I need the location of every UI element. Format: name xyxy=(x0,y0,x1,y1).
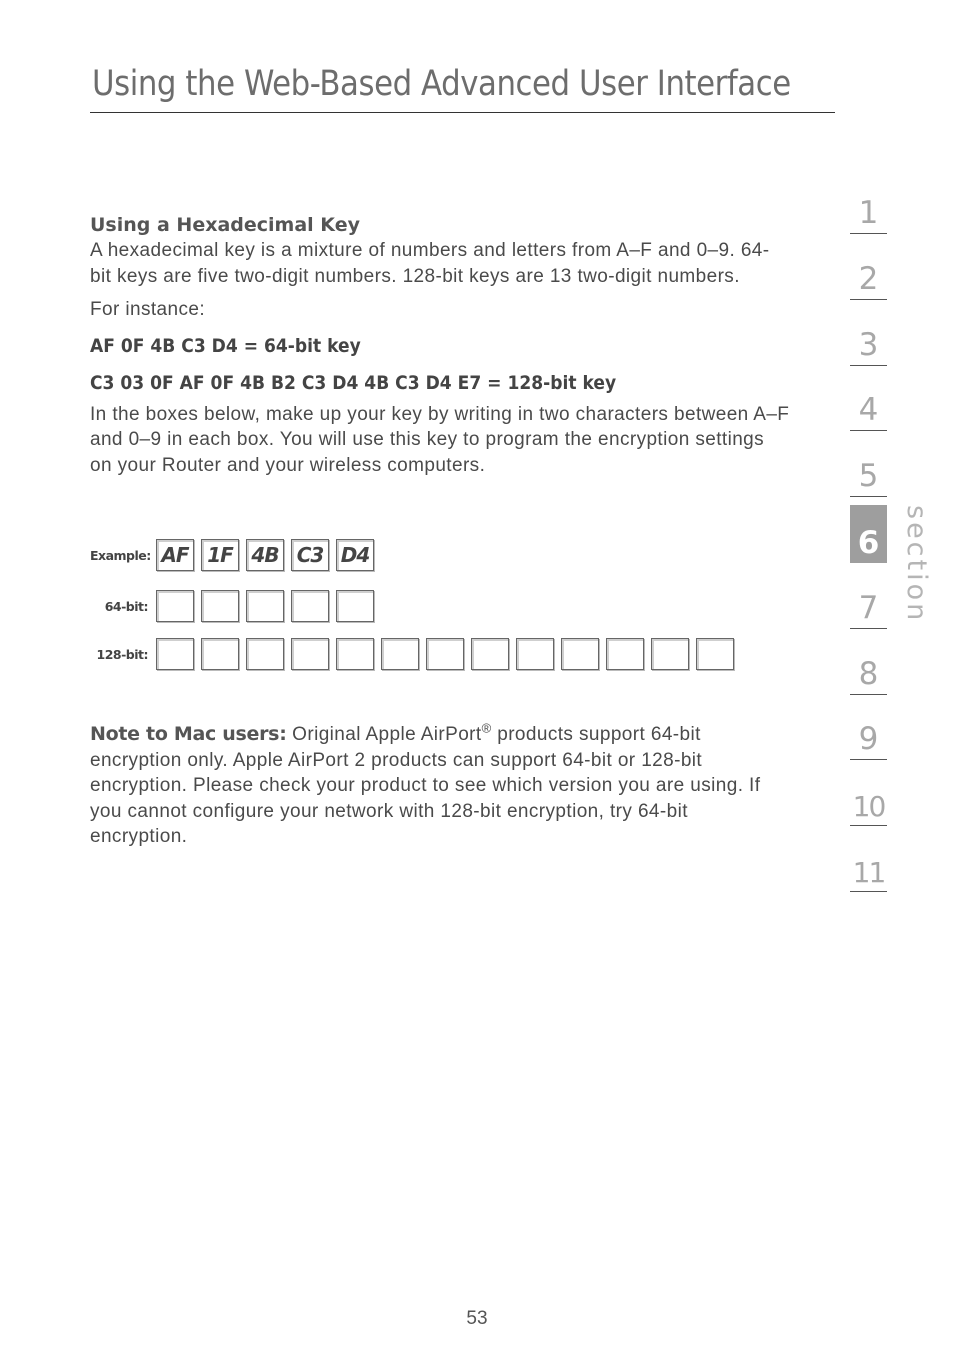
bit128-boxes xyxy=(156,638,734,670)
bit128-key-box xyxy=(336,638,374,670)
example-key-box: 4B xyxy=(246,539,284,571)
bit128-key-box xyxy=(381,638,419,670)
page-number: 53 xyxy=(466,1308,488,1329)
section-label: section xyxy=(901,505,932,624)
bit128-key-box xyxy=(651,638,689,670)
title-divider xyxy=(90,112,835,113)
section-nav-item-6[interactable]: 6 xyxy=(850,505,887,563)
intro-paragraph: A hexadecimal key is a mixture of numbers and letters from A–F and 0–9. 64-bit keys are five two-digit numbers. 128-bit keys are 13 two-digit numbers. xyxy=(90,240,770,287)
bit128-key-box xyxy=(246,638,284,670)
bit64-label: 64-bit: xyxy=(104,598,148,614)
bit128-key-box xyxy=(426,638,464,670)
bit64-row xyxy=(90,590,374,622)
registered-mark: ® xyxy=(481,720,492,736)
instructions-paragraph: In the boxes below, make up your key by writing in two characters between A–F and 0–9 in each box. You will use this key to program the encryption settings on your Router and your wireless computers. xyxy=(90,403,790,476)
bit64-key-box xyxy=(246,590,284,622)
section-heading: Using a Hexadecimal Key xyxy=(90,214,360,236)
example-key-box: AF xyxy=(156,539,194,571)
bit64-key-box xyxy=(291,590,329,622)
section-nav-item-1[interactable]: 1 xyxy=(850,176,887,234)
instance-text: For instance: xyxy=(90,299,206,320)
example-row xyxy=(90,539,374,571)
bit64-key-box xyxy=(156,590,194,622)
bit128-row xyxy=(90,638,734,670)
section-nav-item-9[interactable]: 9 xyxy=(850,702,887,760)
example-key-box: 1F xyxy=(201,539,239,571)
bit128-key-box xyxy=(606,638,644,670)
note-text-after: products support 64-bit encryption only. Apple AirPort 2 products can support 64-bit or 128-bit encryption. Please check your product to see which version you are using. If you cannot configure your network with 128-bit encryption, try 64-bit encryption. xyxy=(90,724,761,847)
bit128-key-box xyxy=(201,638,239,670)
key-64-example: AF 0F 4B C3 D4 = 64-bit key xyxy=(90,334,361,357)
example-boxes xyxy=(156,539,374,571)
bit64-boxes xyxy=(156,590,374,622)
bit128-key-box xyxy=(156,638,194,670)
bit64-key-box xyxy=(336,590,374,622)
example-label: Example: xyxy=(90,547,151,563)
note-text-before: Original Apple AirPort xyxy=(286,724,482,745)
section-nav-item-10[interactable]: 10 xyxy=(850,768,887,826)
bit128-key-box xyxy=(561,638,599,670)
note-label: Note to Mac users: xyxy=(90,723,287,745)
bit64-key-box xyxy=(201,590,239,622)
example-key-box: C3 xyxy=(291,539,329,571)
key-128-example: C3 03 0F AF 0F 4B B2 C3 D4 4B C3 D4 E7 = 128-bit key xyxy=(90,371,617,394)
section-nav-item-4[interactable]: 4 xyxy=(850,373,887,431)
bit128-label: 128-bit: xyxy=(96,646,148,662)
bit128-key-box xyxy=(291,638,329,670)
bit128-key-box xyxy=(696,638,734,670)
section-nav-item-11[interactable]: 11 xyxy=(850,834,887,892)
example-key-box: D4 xyxy=(336,539,374,571)
bit128-key-box xyxy=(471,638,509,670)
main-content xyxy=(90,212,790,478)
section-nav-item-2[interactable]: 2 xyxy=(850,242,887,300)
bit128-key-box xyxy=(516,638,554,670)
section-nav-item-3[interactable]: 3 xyxy=(850,308,887,366)
section-nav-item-7[interactable]: 7 xyxy=(850,571,887,629)
page-title: Using the Web-Based Advanced User Interface xyxy=(92,64,791,104)
section-nav-item-5[interactable]: 5 xyxy=(850,439,887,497)
key-box-grid xyxy=(90,538,790,678)
mac-note xyxy=(90,722,790,850)
section-nav-item-8[interactable]: 8 xyxy=(850,637,887,695)
